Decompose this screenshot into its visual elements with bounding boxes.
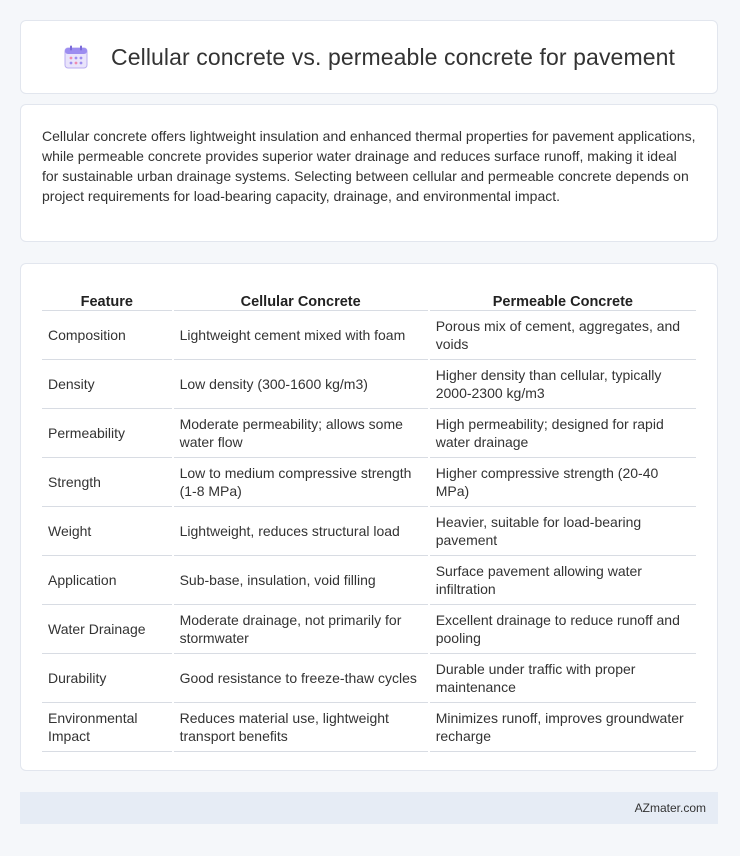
feature-cell: Environmental Impact	[42, 703, 172, 752]
feature-cell: Composition	[42, 311, 172, 360]
permeable-cell: Durable under traffic with proper maintenance	[430, 654, 696, 703]
permeable-cell: Higher density than cellular, typically 2000-2300 kg/m3	[430, 360, 696, 409]
intro-paragraph: Cellular concrete offers lightweight insulation and enhanced thermal properties for pavement applications, while permeable concrete provides superior water drainage and reduces surface runoff, making it ideal for sustainable urban drainage systems. Selecting between cellular and permeable concrete depends on project requirements for load-bearing capacity, drainage, and environmental impact.	[42, 128, 696, 204]
cellular-cell: Low density (300-1600 kg/m3)	[174, 360, 428, 409]
permeable-cell: Heavier, suitable for load-bearing pavement	[430, 507, 696, 556]
cellular-cell: Lightweight, reduces structural load	[174, 507, 428, 556]
cellular-cell: Good resistance to freeze-thaw cycles	[174, 654, 428, 703]
table-row	[42, 409, 696, 458]
feature-cell: Weight	[42, 507, 172, 556]
comparison-card	[20, 263, 718, 771]
table-row	[42, 507, 696, 556]
feature-cell: Durability	[42, 654, 172, 703]
cellular-cell: Reduces material use, lightweight transport benefits	[174, 703, 428, 752]
table-row	[42, 654, 696, 703]
intro-card	[20, 104, 718, 242]
feature-cell: Strength	[42, 458, 172, 507]
permeable-cell: High permeability; designed for rapid water drainage	[430, 409, 696, 458]
table-row	[42, 605, 696, 654]
permeable-cell: Surface pavement allowing water infiltration	[430, 556, 696, 605]
footer-brand[interactable]: AZmater.com	[634, 801, 706, 815]
feature-cell: Water Drainage	[42, 605, 172, 654]
table-header-row	[42, 284, 696, 311]
feature-cell: Permeability	[42, 409, 172, 458]
feature-cell: Application	[42, 556, 172, 605]
cellular-cell: Lightweight cement mixed with foam	[174, 311, 428, 360]
header-permeable: Permeable Concrete	[430, 284, 696, 311]
header-feature: Feature	[42, 284, 172, 311]
comparison-table	[40, 284, 698, 752]
cellular-cell: Moderate drainage, not primarily for stormwater	[174, 605, 428, 654]
header-cellular: Cellular Concrete	[174, 284, 428, 311]
footer-bar	[20, 792, 718, 824]
calendar-icon	[63, 44, 89, 70]
title-card	[20, 20, 718, 94]
cellular-cell: Sub-base, insulation, void filling	[174, 556, 428, 605]
cellular-cell: Moderate permeability; allows some water flow	[174, 409, 428, 458]
feature-cell: Density	[42, 360, 172, 409]
page-title: Cellular concrete vs. permeable concrete for pavement	[111, 43, 675, 70]
permeable-cell: Minimizes runoff, improves groundwater recharge	[430, 703, 696, 752]
table-row	[42, 703, 696, 752]
cellular-cell: Low to medium compressive strength (1-8 MPa)	[174, 458, 428, 507]
title-row	[63, 44, 675, 71]
table-row	[42, 360, 696, 409]
table-row	[42, 311, 696, 360]
permeable-cell: Excellent drainage to reduce runoff and pooling	[430, 605, 696, 654]
table-row	[42, 556, 696, 605]
permeable-cell: Porous mix of cement, aggregates, and voids	[430, 311, 696, 360]
permeable-cell: Higher compressive strength (20-40 MPa)	[430, 458, 696, 507]
table-row	[42, 458, 696, 507]
